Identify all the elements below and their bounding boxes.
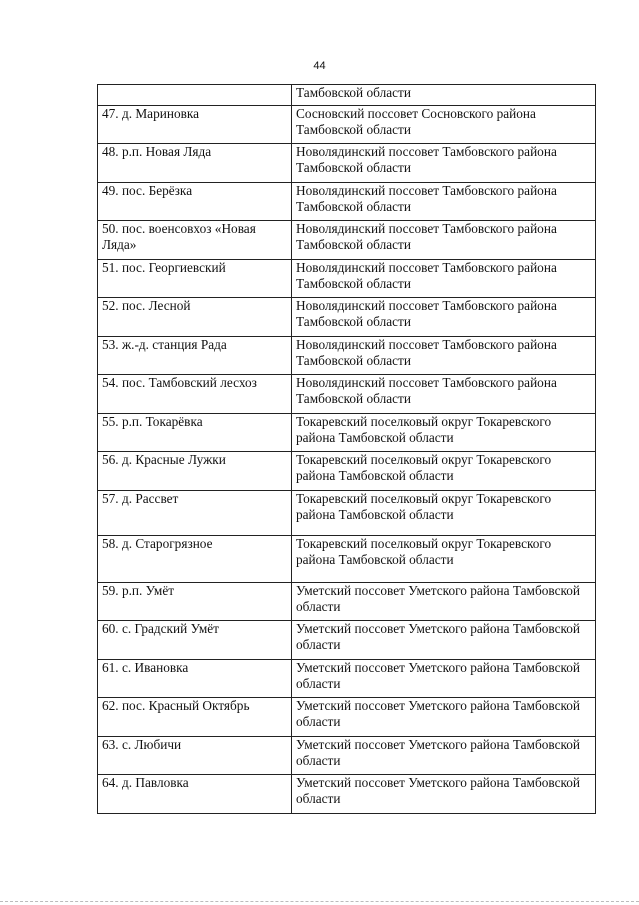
table-row — [98, 221, 596, 260]
municipality-cell: Уметский поссовет Уметского района Тамбовской области — [292, 621, 596, 660]
municipality-cell: Токаревский поселковый округ Токаревского района Тамбовской области — [292, 414, 596, 452]
municipality-cell: Новолядинский поссовет Тамбовского района Тамбовской области — [292, 337, 596, 375]
table-row — [98, 660, 596, 698]
settlement-cell: 52. пос. Лесной — [98, 298, 292, 337]
table-row — [98, 491, 596, 536]
settlement-cell: 49. пос. Берёзка — [98, 183, 292, 221]
municipality-cell: Уметский поссовет Уметского района Тамбовской области — [292, 737, 596, 775]
table-row — [98, 737, 596, 775]
table-row — [98, 414, 596, 452]
municipality-cell: Новолядинский поссовет Тамбовского района Тамбовской области — [292, 221, 596, 260]
table-row — [98, 452, 596, 491]
table-row — [98, 106, 596, 144]
municipality-cell: Тамбовской области — [292, 85, 596, 106]
settlement-cell: 57. д. Рассвет — [98, 491, 292, 536]
table-body — [98, 85, 596, 814]
settlement-cell: 55. р.п. Токарёвка — [98, 414, 292, 452]
settlement-cell: 64. д. Павловка — [98, 775, 292, 814]
settlement-cell: 50. пос. военсовхоз «Новая Ляда» — [98, 221, 292, 260]
settlement-cell — [98, 85, 292, 106]
settlement-cell: 63. с. Любичи — [98, 737, 292, 775]
settlement-cell: 51. пос. Георгиевский — [98, 260, 292, 298]
settlement-cell: 48. р.п. Новая Ляда — [98, 144, 292, 183]
table-row — [98, 621, 596, 660]
table-row — [98, 337, 596, 375]
municipality-cell: Новолядинский поссовет Тамбовского района Тамбовской области — [292, 375, 596, 414]
table-row — [98, 536, 596, 583]
table-row — [98, 183, 596, 221]
municipality-cell: Новолядинский поссовет Тамбовского района Тамбовской области — [292, 144, 596, 183]
municipality-cell: Новолядинский поссовет Тамбовского района Тамбовской области — [292, 260, 596, 298]
scan-edge-divider — [0, 901, 639, 902]
table-row — [98, 298, 596, 337]
municipality-cell: Уметский поссовет Уметского района Тамбовской области — [292, 660, 596, 698]
municipality-cell: Новолядинский поссовет Тамбовского района Тамбовской области — [292, 183, 596, 221]
settlement-cell: 59. р.п. Умёт — [98, 583, 292, 621]
table-row — [98, 583, 596, 621]
settlement-cell: 53. ж.-д. станция Рада — [98, 337, 292, 375]
settlement-cell: 62. пос. Красный Октябрь — [98, 698, 292, 737]
settlement-cell: 56. д. Красные Лужки — [98, 452, 292, 491]
municipality-cell: Новолядинский поссовет Тамбовского района Тамбовской области — [292, 298, 596, 337]
municipality-cell: Токаревский поселковый округ Токаревского района Тамбовской области — [292, 452, 596, 491]
table-row — [98, 85, 596, 106]
settlement-cell: 47. д. Мариновка — [98, 106, 292, 144]
municipality-cell: Уметский поссовет Уметского района Тамбовской области — [292, 698, 596, 737]
table-row — [98, 144, 596, 183]
municipality-cell: Токаревский поселковый округ Токаревского района Тамбовской области — [292, 536, 596, 583]
municipality-cell: Сосновский поссовет Сосновского района Тамбовской области — [292, 106, 596, 144]
table-row — [98, 260, 596, 298]
table-row — [98, 375, 596, 414]
municipality-cell: Токаревский поселковый округ Токаревского района Тамбовской области — [292, 491, 596, 536]
settlements-table — [97, 84, 596, 814]
settlement-cell: 60. с. Градский Умёт — [98, 621, 292, 660]
table-row — [98, 775, 596, 814]
page-number: 44 — [313, 60, 326, 72]
settlement-cell: 54. пос. Тамбовский лесхоз — [98, 375, 292, 414]
settlement-cell: 58. д. Старогрязное — [98, 536, 292, 583]
settlement-cell: 61. с. Ивановка — [98, 660, 292, 698]
table-row — [98, 698, 596, 737]
municipality-cell: Уметский поссовет Уметского района Тамбовской области — [292, 775, 596, 814]
municipality-cell: Уметский поссовет Уметского района Тамбовской области — [292, 583, 596, 621]
